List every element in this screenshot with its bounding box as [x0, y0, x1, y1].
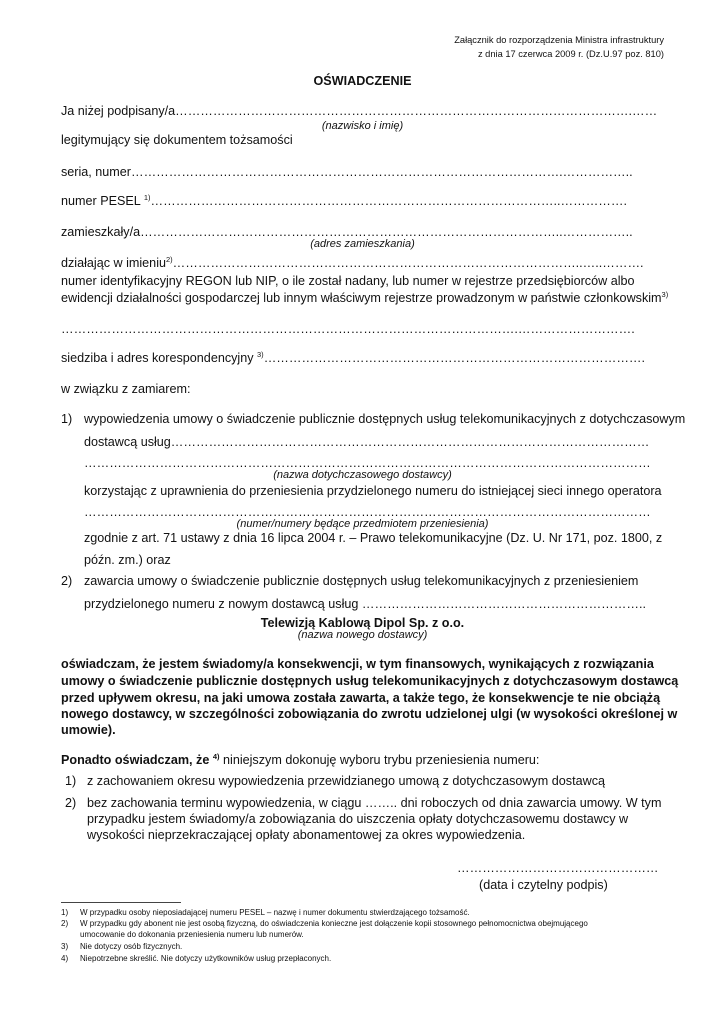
signature-dots: …………………………………………: [457, 861, 659, 875]
signature-label: (data i czytelny podpis): [479, 878, 608, 892]
option-1-text: z zachowaniem okresu wypowiedzenia przewidzianego umową z dotychczasowym dostawcą: [87, 774, 605, 788]
intent-text: w związku z zamiarem:: [61, 382, 191, 396]
acting-dots: ……………………………………………………………………………………..…..……….: [172, 256, 644, 270]
regon-line-2: [61, 290, 668, 306]
item-2-line-2: przydzielonego numeru z nowym dostawcą usług …………………………………………………………..: [84, 597, 646, 611]
option-2-line-1: bez zachowania terminu wypowiedzenia, w ciągu …….. dni roboczych od dnia zawarcia umowy. W tym: [87, 796, 662, 810]
option-2-line-3: wysokości nieprzekraczającej opłaty abonamentowej za okres wypowiedzenia.: [87, 828, 526, 842]
item-1-number: 1): [61, 412, 73, 426]
previous-provider-caption: (nazwa dotychczasowego dostawcy): [273, 469, 452, 481]
new-provider-caption: (nazwa nowego dostawcy): [297, 629, 428, 641]
item-1-line-5: ………………………………………………………………………………………………………………………: [84, 505, 651, 519]
acting-field: [61, 255, 644, 271]
regon-text: ewidencji działalności gospodarczej lub innym właściwym rejestrze prowadzonym w państwie członkowskim: [61, 291, 662, 305]
item-1-line-1: wypowiedzenia umowy o świadczenie publicznie dostępnych usług telekomunikacyjnych z dotychczasowym: [84, 412, 686, 426]
page-title: OŚWIADCZENIE: [313, 74, 412, 88]
regon-line-1: numer identyfikacyjny REGON lub NIP, o ile został nadany, lub numer w rejestrze przedsiębiorców albo: [61, 274, 635, 288]
numbers-caption: (numer/numery będące przedmiotem przeniesienia): [236, 518, 489, 530]
regon-blank-line: ……………………………………………………………………………………………….……………………….: [61, 322, 635, 336]
item-1-line-3: ………………………………………………………………………………………………………………………: [84, 456, 651, 470]
pesel-dots: ……………………………………………………………………………………..…………….: [150, 194, 627, 208]
declaration-line-1: oświadczam, że jestem świadomy/a konsekwencji, w tym finansowych, wynikających z rozwiązania: [61, 657, 654, 671]
acting-label: działając w imieniu: [61, 256, 166, 270]
address-caption: (adres zamieszkania): [310, 238, 415, 250]
footnote-3-number: 3): [61, 942, 69, 951]
item-1-line-4: korzystając z uprawnienia do przeniesienia przydzielonego numeru do istniejącej sieci innego operatora: [84, 484, 662, 498]
footnote-2-text-cont: umocowanie do dokonania przeniesienia numeru lub numerów.: [80, 930, 304, 939]
item-1-line-2: dostawcą usług……………………………………………………………………………………………………: [84, 435, 650, 449]
address-field: zamieszkały/a………………………………………………………………………………………..……………..: [61, 225, 633, 239]
further-statement: [61, 752, 539, 768]
item-2-line-1: zawarcia umowy o świadczenie publicznie dostępnych usług telekomunikacyjnych z przeniesieniem: [84, 574, 639, 588]
footnote-2-text: W przypadku gdy abonent nie jest osobą fizyczną, do oświadczenia konieczne jest dołączenie kopii stosownego pełnomocnictwa obejmującego: [80, 919, 588, 928]
item-2-number: 2): [61, 574, 73, 588]
further-footnote-ref: 4): [212, 752, 220, 761]
pesel-field: [61, 193, 627, 209]
option-1-number: 1): [65, 774, 77, 788]
footnote-1-text: W przypadku osoby nieposiadającej numeru PESEL – nazwę i numer dokumentu stwierdzającego tożsamość.: [80, 908, 470, 917]
further-rest: niniejszym dokonuję wyboru trybu przeniesienia numeru:: [219, 753, 540, 767]
footnote-divider: [61, 902, 181, 903]
header-line-2: z dnia 17 czerwca 2009 r. (Dz.U.97 poz. 810): [477, 49, 664, 59]
option-2-line-2: przypadku jestem świadomy/a zobowiązania do uiszczenia opłaty dotychczasowemu dostawcy w: [87, 812, 629, 826]
declaration-line-5: umowie).: [61, 723, 116, 737]
pesel-footnote-ref: 1): [143, 193, 151, 202]
item-1-line-7: późn. zm.) oraz: [84, 553, 171, 567]
signer-field: Ja niżej podpisany/a……………………………………………………………………………………………….……: [61, 104, 658, 118]
seat-field: [61, 350, 645, 366]
pesel-label: numer PESEL: [61, 194, 144, 208]
footnote-4-text: Niepotrzebne skreślić. Nie dotyczy użytkowników usług przepłaconych.: [80, 954, 332, 963]
footnote-1-number: 1): [61, 908, 69, 917]
seat-footnote-ref: 3): [257, 350, 264, 359]
further-bold: Ponadto oświadczam, że: [61, 753, 213, 767]
id-document-text: legitymujący się dokumentem tożsamości: [61, 133, 293, 147]
seat-label: siedziba i adres korespondencyjny: [61, 351, 258, 365]
regon-footnote-ref: 3): [661, 290, 669, 299]
footnote-4-number: 4): [61, 954, 69, 963]
series-field: seria, numer………………………………………………………………………………………….……………..: [61, 165, 633, 179]
new-provider-name: Telewizją Kablową Dipol Sp. z o.o.: [260, 616, 465, 630]
item-1-line-6: zgodnie z art. 71 ustawy z dnia 16 lipca 2004 r. – Prawo telekomunikacyjne (Dz. U. Nr 171, poz. 1800, z: [84, 531, 663, 545]
acting-footnote-ref: 2): [166, 255, 173, 264]
footnote-2-number: 2): [61, 919, 69, 928]
declaration-line-3: przed upływem okresu, na jaki umowa została zawarta, a także tego, że konsekwencje te nie obciążą: [61, 691, 661, 705]
declaration-line-4: nowego dostawcy, w szczególności zobowiązania do zwrotu udzielonej ulgi (w wysokości określonej w: [61, 707, 678, 721]
seat-dots: ……………………………………………………………………………….: [263, 351, 645, 365]
header-line-1: Załącznik do rozporządzenia Ministra infrastruktury: [454, 35, 664, 45]
option-2-number: 2): [65, 796, 77, 810]
footnote-3-text: Nie dotyczy osób fizycznych.: [80, 942, 183, 951]
declaration-line-2: umowy o świadczenie publicznie dostępnych usług telekomunikacyjnych z dotychczasowym dostawcą: [61, 674, 679, 688]
signer-caption: (nazwisko i imię): [321, 120, 404, 132]
